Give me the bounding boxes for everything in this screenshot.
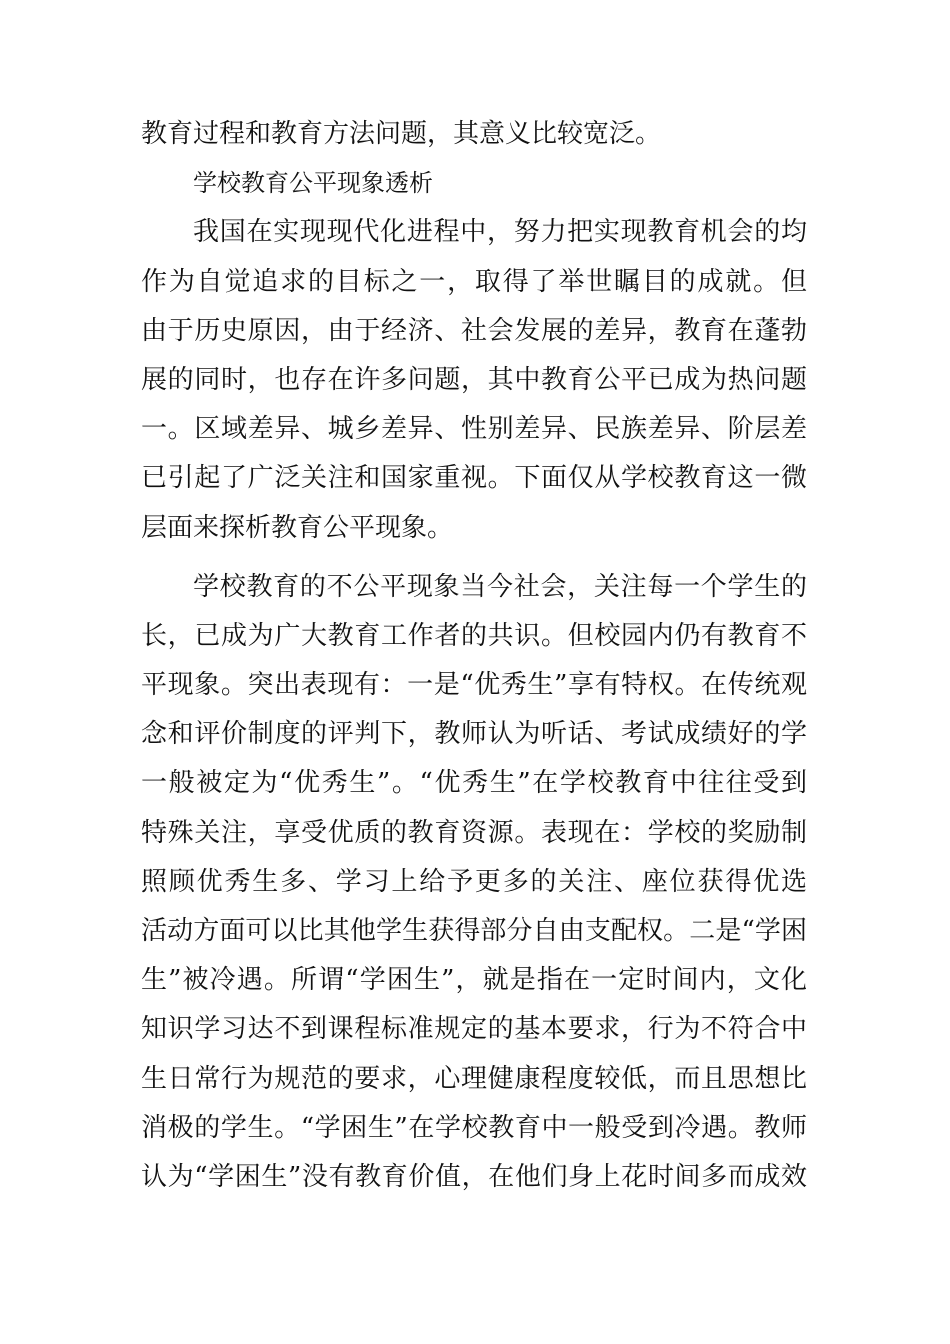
text-line: 一般被定为“优秀生”。“优秀生”在学校教育中往往受到	[141, 768, 807, 799]
text-line: 一。区域差异、城乡差异、性别差异、民族差异、阶层差	[141, 414, 807, 445]
text-line: 已引起了广泛关注和国家重视。下面仅从学校教育这一微	[141, 463, 807, 494]
section-heading: 学校教育公平现象透析	[193, 169, 433, 198]
text-line: 我国在实现现代化进程中，努力把实现教育机会的均	[193, 217, 807, 248]
text-line: 平现象。突出表现有：一是“优秀生”享有特权。在传统观	[141, 670, 807, 701]
text-line: 长，已成为广大教育工作者的共识。但校园内仍有教育不	[141, 620, 807, 651]
body-text	[141, 110, 807, 1202]
text-line: 认为“学困生”没有教育价值，在他们身上花时间多而成效	[141, 1161, 807, 1192]
text-line: 学校教育的不公平现象当今社会，关注每一个学生的	[193, 571, 807, 602]
text-line: 展的同时，也存在许多问题，其中教育公平已成为热问题	[141, 364, 807, 395]
text-line: 知识学习达不到课程标准规定的基本要求，行为不符合中	[141, 1014, 807, 1045]
text-line: 活动方面可以比其他学生获得部分自由支配权。二是“学困	[141, 916, 807, 946]
text-line: 生日常行为规范的要求，心理健康程度较低，而且思想比	[141, 1063, 807, 1094]
text-line: 念和评价制度的评判下，教师认为听话、考试成绩好的学	[141, 719, 807, 750]
text-line: 消极的学生。“学困生”在学校教育中一般受到冷遇。教师	[141, 1112, 807, 1143]
text-line: 生”被冷遇。所谓“学困生”，就是指在一定时间内，文化	[141, 965, 807, 996]
text-line: 照顾优秀生多、学习上给予更多的关注、座位获得优选	[141, 866, 807, 897]
paragraph-spacer	[141, 553, 807, 563]
text-line: 由于历史原因，由于经济、社会发展的差异，教育在蓬勃	[141, 315, 807, 346]
text-line: 特殊关注，享受优质的教育资源。表现在：学校的奖励制	[141, 817, 807, 848]
text-line: 层面来探析教育公平现象。	[141, 512, 454, 543]
text-line: 作为自觉追求的目标之一，取得了举世瞩目的成就。但	[141, 266, 807, 297]
text-line: 教育过程和教育方法问题，其意义比较宽泛。	[141, 119, 662, 149]
